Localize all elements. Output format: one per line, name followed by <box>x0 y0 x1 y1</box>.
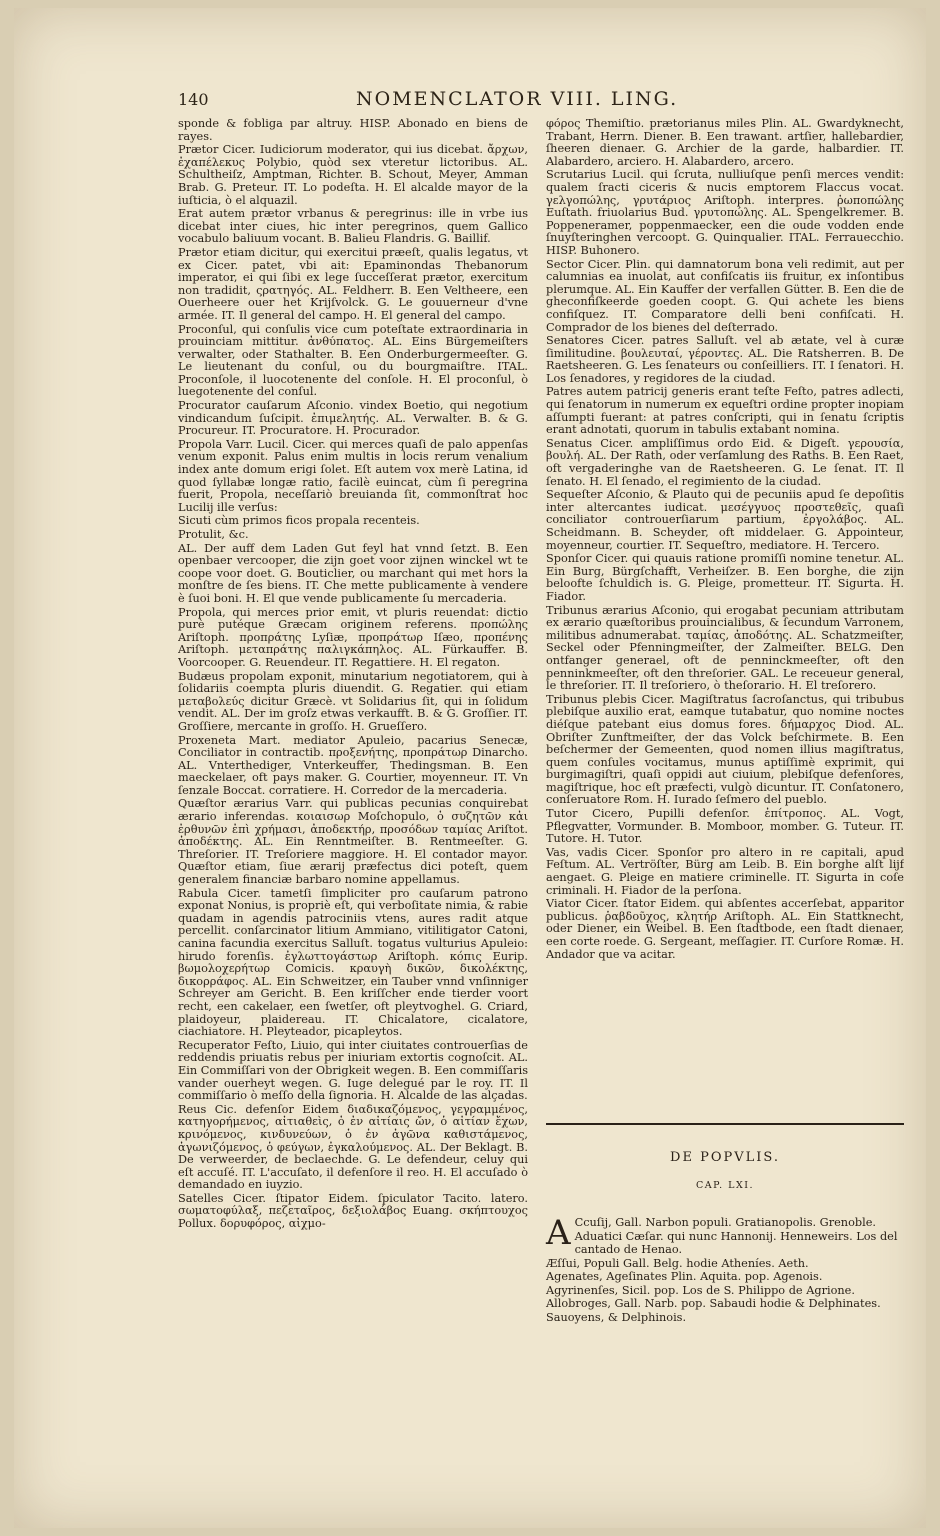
entry: Rabula Cicer. tametſi ſimpliciter pro cauſarum patrono exponat Nonius, is propriè eſt, qui verboſitate nimia, & rabie quadam in agendis patrociniis vtens, aures radit atque percellit. conſarcinator litium Ammiano, vitilitigator Catoni, canina facundia exercitus Salluſt. togatus vulturius Apuleio: hirudo forenſis. ἐγλωττογάστωρ Ariſtoph. κόπις Eurip. βωμολοχερήτωρ Comicis. κραυγὴ δικῶν, δικολέκτης, δικορράφος. AL. Ein Schweitzer, ein Tauber vnnd vnſinniger Schreyer am Gericht. B. Een kriſſcher ende tierder voort recht, een cakelaer, een ſwetſer, oft pleytvoghel. G. Criard, plaidoyeur, plaidereau. IT. Chicalatore, cicalatore, ciachiatore. H. Pleyteador, picapleytos. <box>178 886 528 1039</box>
populi-list <box>546 1213 904 1324</box>
entry: AL. Der auff dem Laden Gut feyl hat vnnd ſetzt. B. Een openbaer vercooper, die zijn goet voor zijnen winckel wt te coope voor doet. G. Bouticlier, ou marchant qui met hors la monſtre de ſes biens. IT. Che mette publicamente à vendere è ſuoi boni. H. El que vende publicamente ſu mercaderia. <box>178 541 528 605</box>
list-item: Aduatici Cæſar. qui nunc Hannonij. Henneweirs. Los del cantado de Henao. <box>574 1229 898 1256</box>
entry: Viator Cicer. ſtator Eidem. qui abſentes accerſebat, apparitor publicus. ῥαβδοῦχος, κλητήρ Ariſtoph. AL. Ein Stattknecht, oder Diener, ein Weibel. B. Een ſtadtbode, een ſtadt dienaer, een corte roede. G. Sergeant, meſſagier. IT. Curſore Romæ. H. Andador que va acitar. <box>546 897 904 961</box>
drop-cap: A <box>546 1213 571 1253</box>
entry: Senatores Cicer. patres Salluſt. vel ab ætate, vel à curæ ſimilitudine. βουλευταί, γέροντες. AL. Die Ratsherren. B. De Raetsheeren. G. Les ſenateurs ou conſeilliers. IT. I ſenatori. H. Los ſenadores, y regidores de la ciudad. <box>546 334 904 385</box>
list-item: Æſſui, Populi Gall. Belg. hodie Atheníes. Aeth. <box>546 1256 809 1270</box>
entry: Prætor Cicer. Iudiciorum moderator, qui ius dicebat. ἄρχων, ἐχαπέλεκυς Polybio, quòd sex vteretur lictoribus. AL. Schultheiſz, Amptman, Richter. B. Schout, Meyer, Amman Brab. G. Preteur. IT. Lo podeſta. H. El alcalde mayor de la iuſticia, ò el alquazil. <box>178 143 528 207</box>
list-item: Ccuſij, Gall. Narbon populi. Gratianopolis. Grenoble. <box>574 1216 876 1229</box>
entry: Recuperator Feſto, Liuio, qui inter ciuitates controuerſias de reddendis priuatis rebus per iniuriam extortis cognoſcit. AL. Ein Commiſſari von der Obrigkeit wegen. B. Een commiſſaris vander ouerheyt wegen. G. Iuge delegué par le roy. IT. Il commiſſario ò meſſo della ſignoria. H. Alcalde de las alçadas. <box>178 1038 528 1103</box>
section-rule <box>546 1123 904 1125</box>
entry: Senatus Cicer. ampliſſimus ordo Eid. & Digeſt. γερουσία, βουλή. AL. Der Rath, oder verſamlung des Raths. B. Een Raet, oft vergaderinghe van de Raetsheeren. G. Le ſenat. IT. Il ſenato. H. El ſenado, el regimiento de la ciudad. <box>546 436 904 488</box>
entry: Satelles Cicer. ſtipator Eidem. ſpiculator Tacito. latero. σωματοφύλαξ, πεζεταῖρος, δεξιολάβος Euang. σκήπτουχος Pollux. δορυφόρος, αἰχμο- <box>178 1191 528 1231</box>
entry: Prætor etiam dicitur, qui exercitui præeſt, qualis legatus, vt ex Cicer. patet, vbi ait: Epaminondas Thebanorum imperator, ei qui ſibi ex lege ſucceſſerat prætor, exercitum non tradidit, ςρατηγός. AL. Feldherr. B. Een Veltheere, een Ouerheere ouer het Krijſvolck. G. Le gouuerneur d'vne armée. IT. Il general del campo. H. El general del campo. <box>178 245 528 322</box>
section-title: DE POPVLIS. <box>670 1150 780 1165</box>
left-column <box>178 118 528 1346</box>
chapter-label: CAP. LXI. <box>696 1180 754 1191</box>
entry: Sponſor Cicer. qui quauis ratione promiſſi nomine tenetur. AL. Ein Burg, Bürgſchafft, Verheiſzer. B. Een borghe, die zijn beloofte ſchuldich is. G. Pleige, prometteur. IT. Sigurta. H. Fiador. <box>546 552 904 603</box>
entry: Patres autem patricij generis erant teſte Feſto, patres adlecti, qui ſenatorum in numerum ex equeſtri ordine propter inopiam aſſumpti fuerant: at patres conſcripti, qui in ſenatu ſcriptis erant adnotati, quorum in tabulis extabant nomina. <box>546 385 904 437</box>
entry: Erat autem prætor vrbanus & peregrinus: ille in vrbe ius dicebat inter ciues, hic inter peregrinos, quem Gallico vocabulo baliuum vocant. B. Balieu Flandris. G. Baillif. <box>178 207 528 246</box>
list-item: Agenates, Ageſinates Plin. Aquita. pop. Agenois. <box>546 1270 823 1283</box>
entry: sponde & fobliga par altruy. HISP. Abonado en biens de rayes. <box>178 118 528 143</box>
entry: Tutor Cicero, Pupilli defenſor. ἐπίτροπος. AL. Vogt, Pflegvatter, Vormunder. B. Momboor, momber. G. Tuteur. IT. Tutore. H. Tutor. <box>546 807 904 846</box>
entry: Tribunus ærarius Aſconio, qui erogabat pecuniam attributam ex ærario quæſtoribus prouincialibus, & ſecundum Varronem, militibus adnumerabat. ταμίας, ἀποδότης. AL. Schatzmeiſter, Seckel oder Pfenningmeiſter, der Zalmeiſter. BELG. Den ontfanger generael, oft de penninckmeeſter, oft den penninkmeeſter, oft den threſorier. GAL. Le receueur general, le threſorier. IT. Il treſoriero, ò theſorario. H. El treſorero. <box>546 603 904 693</box>
entry: Reus Cic. defenſor Eidem διαδικαζόμενος, γεγραμμένος, κατηγορήμενος, αἰτιαθεὶς, ὁ ἐν αἰτίαις ὤν, ὁ αἰτίαν ἔχων, κρινόμενος, κινδυνεύων, ὁ ἐν ἀγῶνα καθιστάμενος, ἀγωνιζόμενος, ὁ φεύγων, ἐγκαλούμενος. AL. Der Beklagt. B. De verweerder, de beclaechde. G. Le defendeur, celuy qui eſt accuſé. IT. L'accuſato, il defenſore il reo. H. El accuſado ò demandado en iuyzio. <box>178 1102 528 1192</box>
entry: Scrutarius Lucil. qui ſcruta, nulliuſque penſi merces vendit: qualem ſracti ciceris & nucis emptorem Flaccus vocat. γελγοπώλης, γρυτάριος Ariſtoph. interpres. ῥωποπώλης Euſtath. friuolarius Bud. γρυτοπώλης. AL. Spengelkremer. B. Poppeneramer, poppenmaecker, een die oude vodden ende ſnuyſteringhen vercoopt. G. Quinqualier. ITAL. Ferrauecchio. HISP. Buhonero. <box>546 168 904 257</box>
entry: Sicuti cùm primos ficos propala recenteis. <box>178 514 420 528</box>
entry: Tribunus plebis Cicer. Magiſtratus ſacroſanctus, qui tribubus plebiſque auxilio erat, eamque tutabatur, quo nomine noctes diéſque patebant eius domus fores. δήμαρχος Diod. AL. Obriſter Zunftmeiſter, der das Volck beſchirmete. B. Een beſchermer der Gemeenten, quod nomen illius magiſtratus, quem conſules vocitamus, munus aptiſſimè exprimit, qui burgimagiſtri, quaſi oppidi aut ciuium, plebiſque defenſores, magiſtrique, hoc eſt præfecti, vulgò dicuntur. IT. Conſatonero, conſeruatore Rom. H. Iurado ſeſmero del pueblo. <box>546 692 904 807</box>
entry: Sector Cicer. Plin. qui damnatorum bona veli redimit, aut per calumnias ea inuolat, aut confiſcatis iis fruitur, ex inſontibus plerumque. AL. Ein Kauffer der verfallen Gütter. B. Een die de gheconfiſkeerde goeden coopt. G. Qui achete les biens confiſquez. IT. Comparatore delli beni confiſcati. H. Comprador de los bienes del deſterrado. <box>546 257 904 334</box>
entry: Quæſtor ærarius Varr. qui publicas pecunias conquirebat ærario inferendas. κοιαισωρ Moſchopulo, ὁ συζητῶν κἀι ἐρθυνῶν ἐπὶ χρήμασι, ἀποδεκτήρ, προσόδων ταμίας Ariſtot. ἀποδέκτης. AL. Ein Renntmeiſter. B. Rentmeeſter. G. Threſorier. IT. Treſoriere maggiore. H. El contador mayor. Quæſtor etiam, ſiue ærarij præfectus dici poteſt, quem generalem financiæ barbaro nomine appellamus. <box>178 797 528 887</box>
page-number: 140 <box>178 90 209 109</box>
running-title: NOMENCLATOR VIII. LING. <box>356 88 679 110</box>
entry: Proconſul, qui conſulis vice cum poteſtate extraordinaria in prouinciam mittitur. ἀνθύπατος. AL. Eins Bürgemeiſters verwalter, oder Stathalter. B. Een Onderburgermeeſter. G. Le lieutenant du conſul, ou du bourgmaiſtre. ITAL. Proconſole, il luocotenente del conſole. H. El proconſul, ò luegotenente del conſul. <box>178 322 528 399</box>
page-header <box>178 88 698 116</box>
list-item: Agyrinenſes, Sicil. pop. Los de S. Philippo de Agrione. <box>546 1283 855 1297</box>
entry: φόρος Themiſtio. prætorianus miles Plin. AL. Gwardyknecht, Trabant, Herrn. Diener. B. Een trawant. artſier, hallebardier, ſheeren dienaer. G. Archier de la garde, halbardier. IT. Alabardero, arciero. H. Alabardero, arcero. <box>546 118 904 168</box>
entry: Budæus propolam exponit, minutarium negotiatorem, qui à ſolidariis coempta pluris diuendit. G. Regatier. qui etiam μεταβολεύς dicitur Græcè. vt Solidarius ſit, qui in ſolidum vendit. AL. Der im groſz etwas verkaufft. B. & G. Groſſier. IT. Groſſiere, mercante in groſſo. H. Grueſſero. <box>178 669 528 733</box>
entry: Propola Varr. Lucil. Cicer. qui merces quaſi de palo appenſas venum exponit. Palus enim multis in locis rerum venalium index ante domum erigi ſolet. Eſt autem vox merè Latina, id quod ſyllabæ longæ ratio, facilè euincat, cùm ſi peregrina fuerit, Propola, neceſſariò breuianda ſit, commonſtrat hoc Lucilij ille verſus: <box>178 437 528 514</box>
entry: Vas, vadis Cicer. Sponſor pro altero in re capitali, apud Feſtum. AL. Vertröſter, Bürg am Leib. B. Ein borghe alſt lijf aengaet. G. Pleige en matiere criminelle. IT. Sigurta in coſe criminali. H. Fiador de la perſona. <box>546 845 904 897</box>
entry: Propola, qui merces prior emit, vt pluris reuendat: dictio purè putéque Græcam originem referens. προπώλης Ariſtoph. προπράτης Lyſiæ, προπράτωρ Iſæo, προπένης Ariſtoph. μεταπράτης παλιγκάπηλος. AL. Fürkauffer. B. Voorcooper. G. Reuendeur. IT. Regattiere. H. El regaton. <box>178 605 528 669</box>
list-item: Allobroges, Gall. Narb. pop. Sabaudi hodie & Delphinates. Sauoyens, & Delphinois. <box>546 1297 881 1324</box>
entry: Procurator cauſarum Aſconio. vindex Boetio, qui negotium vindicandum ſuſcipit. ἐπιμελητής. AL. Verwalter. B. & G. Procureur. IT. Procuratore. H. Procurador. <box>178 399 528 438</box>
entry: Sequeſter Aſconio, & Plauto qui de pecuniis apud ſe depoſitis inter altercantes iudicat. μεσέγγυος προστεθεῖς, quaſi conciliator controuerſiarum partium, ἐργολάβος. AL. Scheidmann. B. Scheyder, oft middelaer. G. Appointeur, moyenneur, courtier. IT. Sequeſtro, mediatore. H. Tercero. <box>546 488 904 552</box>
entry: Protulit, &c. <box>178 528 249 541</box>
entry: Proxeneta Mart. mediator Apuleio, pacarius Senecæ, Conciliator in contractib. προξενήτης, προπράτωρ Dinarcho. AL. Vnterthediger, Vnterkeuffer, Thedingsman. B. Een maeckelaer, oft pays maker. G. Courtier, moyenneur. IT. Vn ſenzale Boccat. corratiere. H. Corredor de la mercaderia. <box>178 733 528 797</box>
right-column <box>546 118 904 1218</box>
